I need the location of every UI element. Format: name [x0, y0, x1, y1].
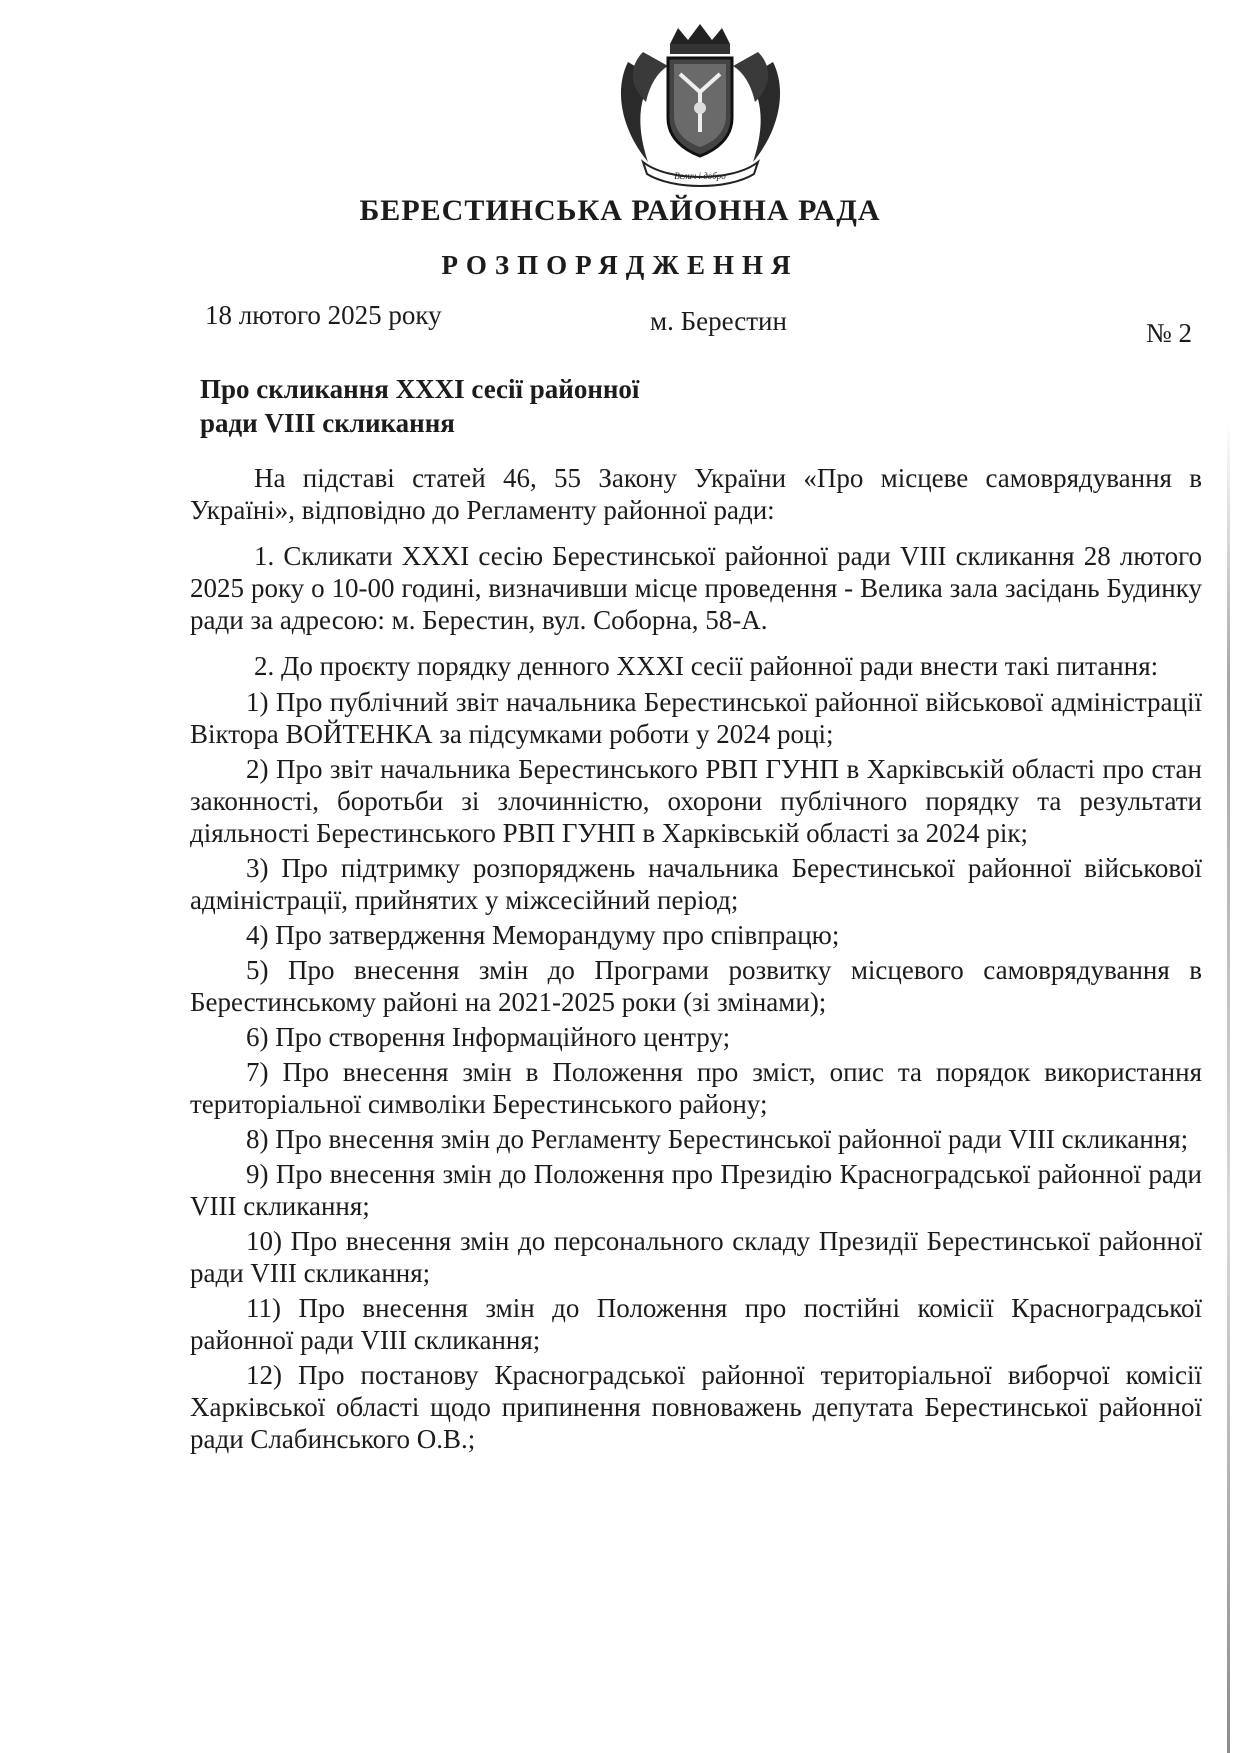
agenda-item: 7) Про внесення змін в Положення про зміст, опис та порядок використання територіальної символіки Берестинського району;	[190, 1057, 1202, 1119]
emblem-motto: Велич і добро	[674, 171, 726, 181]
document-type: РОЗПОРЯДЖЕННЯ	[441, 250, 799, 280]
document-subject	[200, 372, 760, 440]
agenda-item: 11) Про внесення змін до Положення про постійні комісії Красноградської районної ради VIII скликання;	[190, 1293, 1202, 1355]
document-number: № 2	[1146, 318, 1193, 348]
agenda-item: 8) Про внесення змін до Регламенту Берестинської районної ради VIII скликання;	[246, 1124, 1189, 1154]
agenda-item: 4) Про затвердження Меморандуму про співпрацю;	[246, 920, 840, 950]
intro-paragraph: На підставі статей 46, 55 Закону України «Про місцеве самоврядування в Україні», відповідно до Регламенту районної ради:	[190, 463, 1202, 525]
organization-name: БЕРЕСТИНСЬКА РАЙОННА РАДА	[359, 194, 881, 227]
agenda-item: 2) Про звіт начальника Берестинського РВП ГУНП в Харківській області про стан законності, боротьби зі злочинністю, охорони публічного порядку та результати діяльності Берестинського РВП ГУНП в Харківській області за 2024 рік;	[190, 754, 1202, 848]
agenda-item: 9) Про внесення змін до Положення про Президію Красноградської районної ради VIII скликання;	[190, 1159, 1202, 1221]
agenda-item: 6) Про створення Інформаційного центру;	[246, 1022, 731, 1052]
point-1-paragraph: 1. Скликати XXXI сесію Берестинської районної ради VIII скликання 28 лютого 2025 року о 10-00 годині, визначивши місце проведення - Велика зала засідань Будинку ради за адресою: м. Берестин, вул. Соборна, 58-А.	[190, 541, 1202, 635]
agenda-item: 5) Про внесення змін до Програми розвитку місцевого самоврядування в Берестинському районі на 2021-2025 роки (зі змінами);	[190, 955, 1202, 1017]
agenda-item: 10) Про внесення змін до персонального складу Президії Берестинської районної ради VIII скликання;	[190, 1226, 1202, 1288]
subject-line-2: ради VIII скликання	[200, 408, 455, 438]
document-date: 18 лютого 2025 року	[205, 300, 442, 330]
document-body	[190, 462, 1202, 1458]
district-coat-of-arms-icon	[608, 22, 793, 192]
subject-line-1: Про скликання XXXI сесії районної	[200, 374, 640, 404]
document-city: м. Берестин	[650, 306, 787, 336]
scan-edge-shadow	[1227, 420, 1230, 1753]
agenda-item: 12) Про постанову Красноградської районної територіальної виборчої комісії Харківської області щодо припинення повноважень депутата Берестинської районної ради Слабинського О.В.;	[190, 1360, 1202, 1454]
agenda-item: 1) Про публічний звіт начальника Берестинської районної військової адміністрації Віктора ВОЙТЕНКА за підсумками роботи у 2024 році;	[190, 687, 1202, 749]
agenda-item: 3) Про підтримку розпоряджень начальника Берестинської районної військової адміністрації, прийнятих у міжсесійний період;	[190, 853, 1202, 915]
point-2-paragraph: 2. До проєкту порядку денного XXXI сесії районної ради внести такі питання:	[254, 651, 1159, 681]
